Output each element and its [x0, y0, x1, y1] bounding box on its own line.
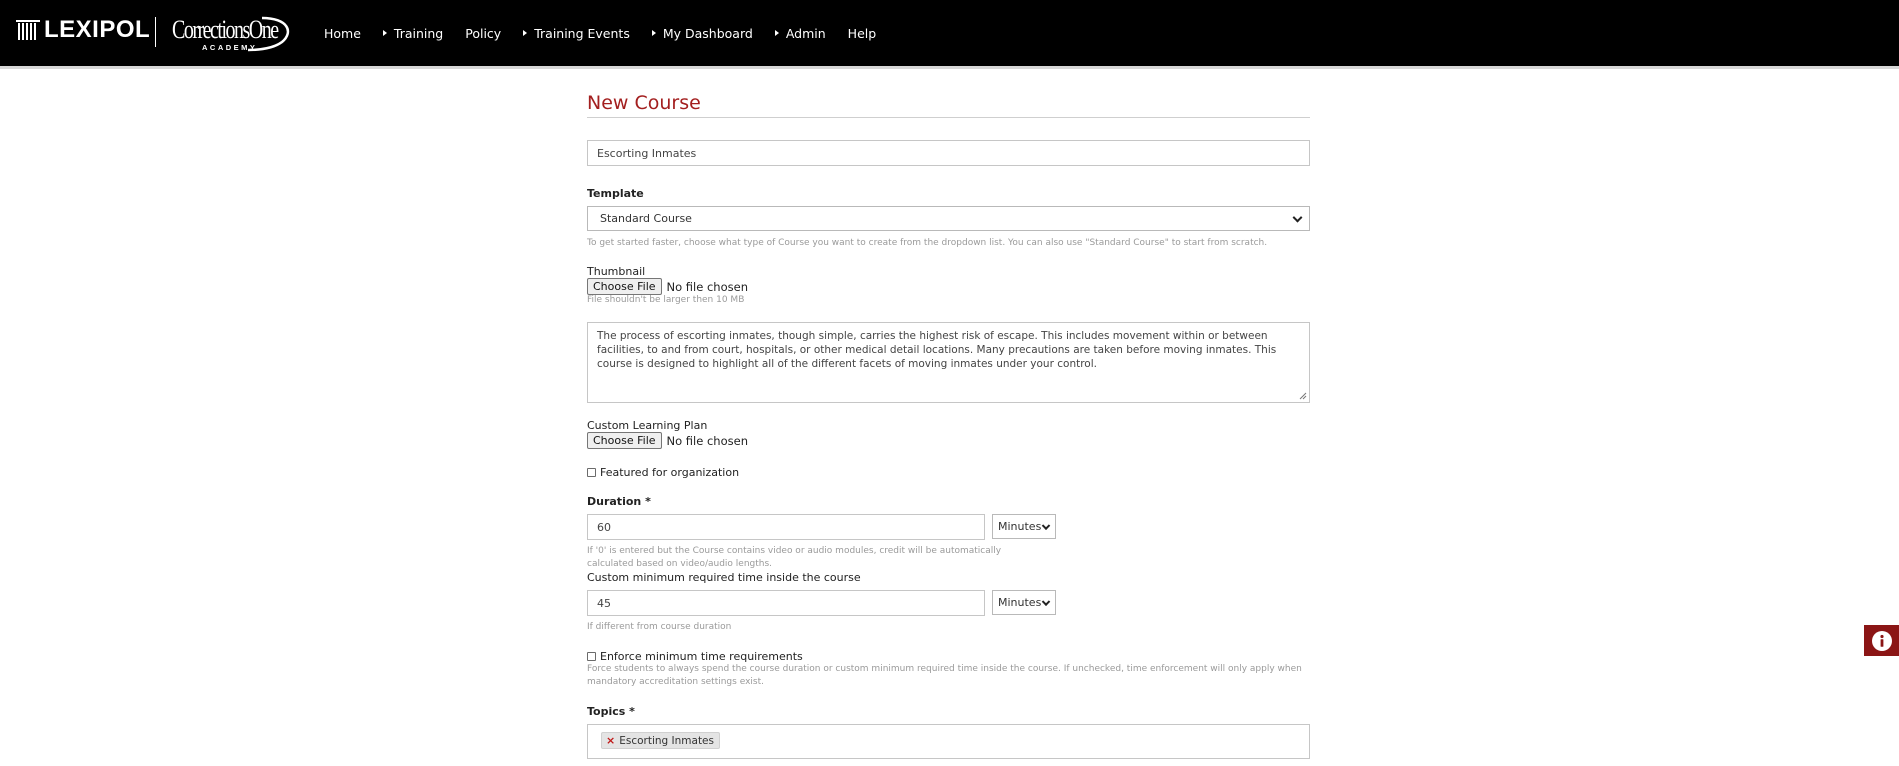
learning-plan-file-input [587, 432, 748, 449]
header-shadow [0, 66, 1899, 69]
nav-help[interactable] [848, 26, 877, 41]
lexipol-logo[interactable] [16, 16, 150, 44]
nav-home[interactable] [324, 26, 361, 41]
featured-checkbox[interactable] [587, 468, 596, 477]
top-navigation-bar [0, 0, 1899, 66]
duration-label-text: Duration [587, 495, 642, 508]
topics-label-text: Topics [587, 705, 626, 718]
thumbnail-file-status: No file chosen [666, 279, 748, 294]
nav-training-label: Training [393, 25, 444, 41]
duration-label [587, 495, 651, 508]
caret-right-icon [383, 30, 387, 36]
min-time-input[interactable]: 45 [587, 590, 985, 616]
nav-training-events-label: Training Events [534, 25, 630, 41]
description-text: The process of escorting inmates, though simple, carries the highest risk of escape. This includes movement within or between facilities, to and from court, hospitals, or other medical detail locations. Many precautions are taken before moving inmates. This course is designed to highlight all of the different facets of moving inmates under your control. [597, 330, 1277, 370]
template-select[interactable] [587, 206, 1310, 231]
chevron-down-icon [1293, 212, 1303, 222]
nav-home-label: Home [324, 25, 361, 41]
min-time-label: Custom minimum required time inside the course [587, 571, 861, 584]
nav-policy-label: Policy [465, 25, 502, 41]
info-icon [1871, 630, 1893, 652]
enforce-label: Enforce minimum time requirements [600, 650, 803, 663]
required-marker: * [645, 495, 651, 508]
nav-help-label: Help [847, 25, 877, 41]
chevron-down-icon [1042, 597, 1050, 605]
template-help-text: To get started faster, choose what type of Course you want to create from the dropdown list. You can also use "Standard Course" to start from scratch. [587, 238, 1268, 248]
duration-unit-value: Minutes [998, 520, 1042, 533]
course-name-input[interactable]: Escorting Inmates [587, 140, 1310, 166]
min-time-unit-value: Minutes [998, 596, 1042, 609]
template-selected-value: Standard Course [600, 212, 692, 225]
enforce-help-text: Force students to always spend the course duration or custom minimum required time inside the course. If unchecked, time enforcement will only apply when mandatory accreditation settings exist. [587, 664, 1302, 687]
correctionsone-academy-logo[interactable] [170, 12, 295, 54]
nav-admin[interactable] [775, 26, 826, 41]
topics-label [587, 705, 635, 718]
duration-input[interactable]: 60 [587, 514, 985, 540]
template-label: Template [587, 187, 644, 200]
topic-tag-label: Escorting Inmates [619, 734, 714, 747]
academy-wordmark: ACADEMY [202, 43, 258, 52]
main-nav [324, 0, 898, 66]
required-marker: * [629, 705, 635, 718]
duration-help-text: If '0' is entered but the Course contains video or audio modules, credit will be automatically calculated based on video/audio lengths. [587, 546, 1002, 569]
chevron-down-icon [1042, 521, 1050, 529]
logo-divider [155, 17, 156, 47]
correctionsone-wordmark: CorrectionsOne [172, 16, 278, 45]
thumbnail-label: Thumbnail [587, 265, 646, 278]
learning-plan-file-status: No file chosen [666, 433, 748, 448]
caret-right-icon [775, 30, 779, 36]
topic-tag [601, 732, 720, 749]
lexipol-wordmark: LEXIPOL [44, 16, 151, 43]
thumbnail-choose-file-button[interactable]: Choose File [587, 278, 662, 295]
caret-right-icon [652, 30, 656, 36]
caret-right-icon [523, 30, 527, 36]
nav-training-events[interactable] [523, 26, 630, 41]
min-time-unit-select[interactable] [992, 590, 1056, 615]
nav-policy[interactable] [465, 26, 501, 41]
min-time-help-text: If different from course duration [587, 622, 732, 632]
title-divider [587, 117, 1310, 118]
description-textarea[interactable] [587, 322, 1310, 403]
remove-tag-icon[interactable]: × [606, 734, 616, 747]
resize-grip-icon[interactable] [1299, 392, 1307, 400]
duration-unit-select[interactable] [992, 514, 1056, 539]
learning-plan-choose-file-button[interactable]: Choose File [587, 432, 662, 449]
nav-admin-label: Admin [785, 25, 826, 41]
featured-checkbox-row [587, 466, 739, 479]
learning-plan-label: Custom Learning Plan [587, 419, 708, 432]
lexipol-mark-icon [16, 18, 40, 42]
info-button[interactable] [1864, 625, 1899, 656]
thumbnail-file-input [587, 278, 748, 295]
enforce-checkbox[interactable] [587, 652, 596, 661]
featured-label: Featured for organization [600, 466, 740, 479]
thumbnail-help-text: File shouldn't be larger then 10 MB [587, 295, 745, 305]
nav-my-dashboard[interactable] [652, 26, 753, 41]
nav-training[interactable] [383, 26, 443, 41]
nav-my-dashboard-label: My Dashboard [662, 25, 753, 41]
page-title: New Course [587, 92, 701, 114]
enforce-checkbox-row [587, 650, 803, 663]
